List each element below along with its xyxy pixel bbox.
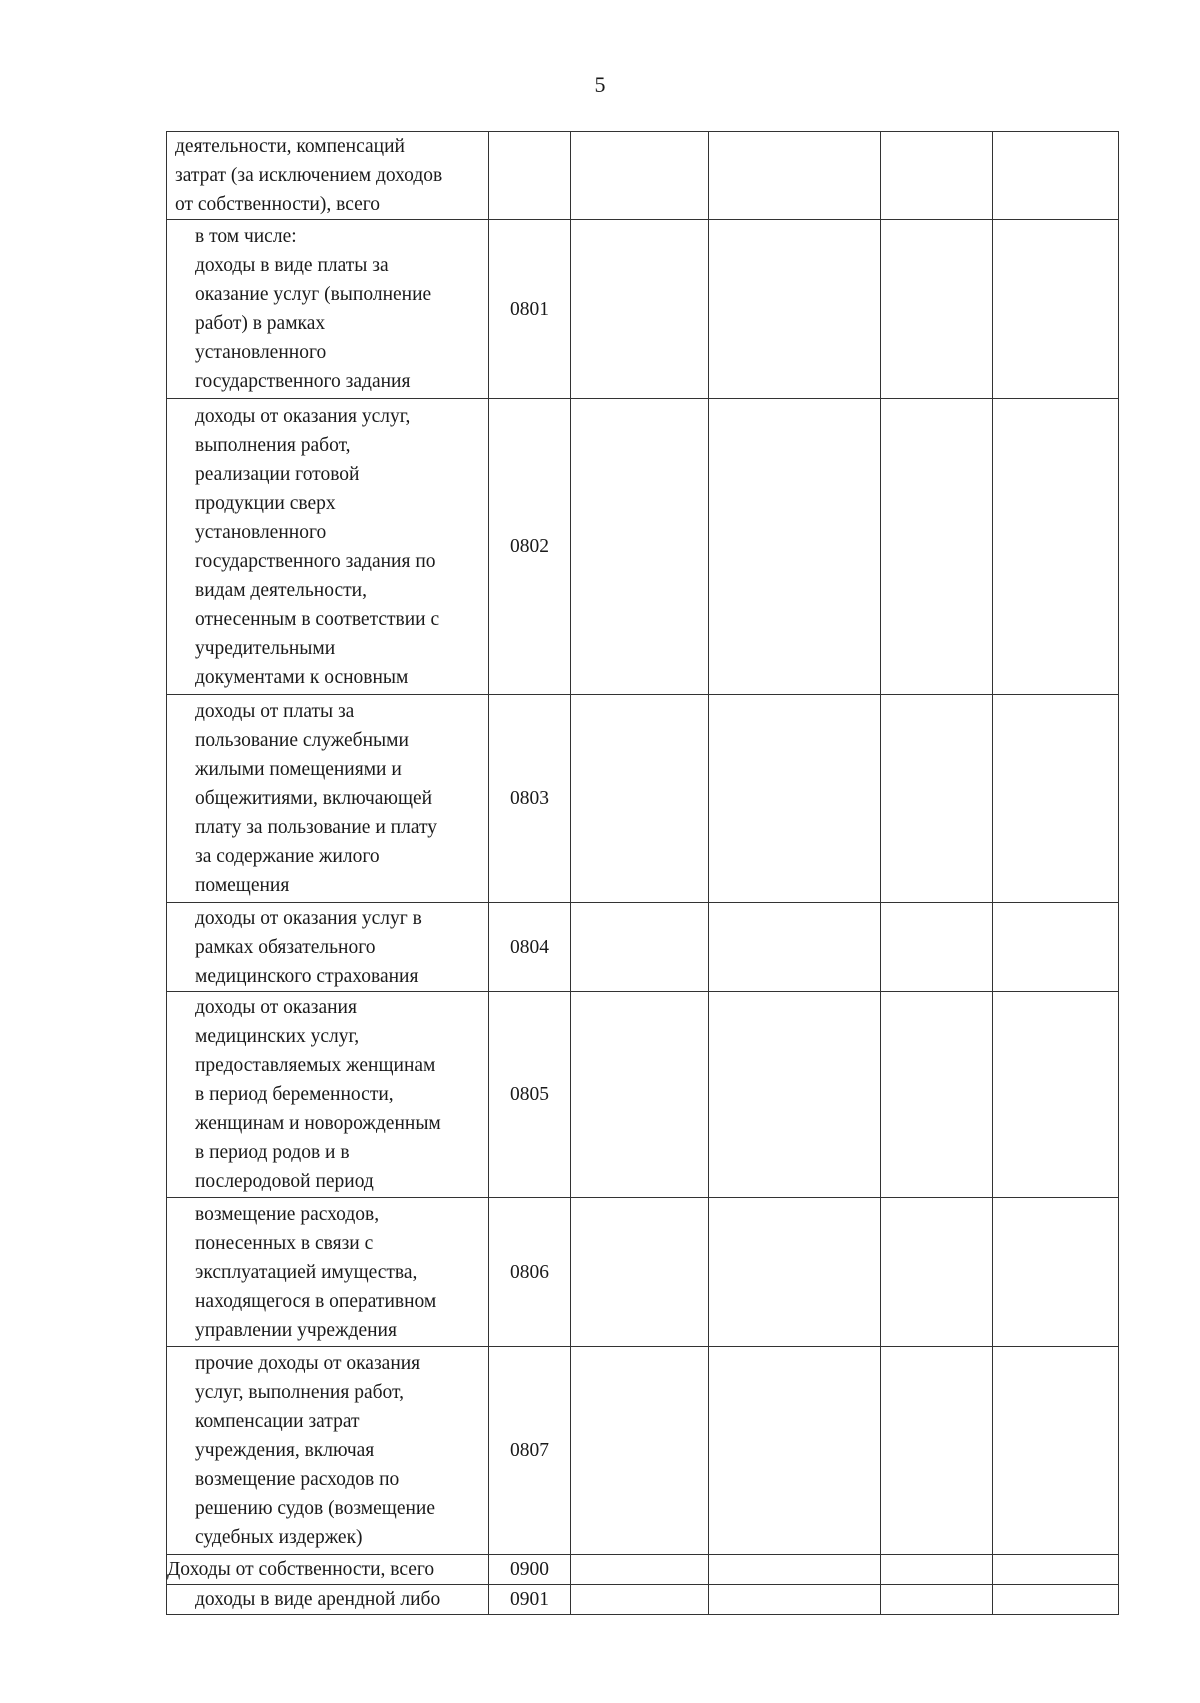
table-row xyxy=(167,399,1119,695)
value-cell xyxy=(993,903,1119,992)
row-code: 0807 xyxy=(489,1347,571,1555)
value-cell xyxy=(709,1585,881,1615)
row-label: доходы от оказания услуг, выполнения работ, реализации готовой продукции сверх установленного государственного задания по видам деятельности, отнесенным в соответствии с учредительными документами к основным xyxy=(167,399,489,695)
table-row xyxy=(167,220,1119,399)
value-cell xyxy=(881,1585,993,1615)
table-row xyxy=(167,132,1119,220)
value-cell xyxy=(709,1347,881,1555)
value-cell xyxy=(709,399,881,695)
table-row xyxy=(167,695,1119,903)
row-code: 0806 xyxy=(489,1198,571,1347)
value-cell xyxy=(571,132,709,220)
row-label: в том числе: доходы в виде платы за оказание услуг (выполнение работ) в рамках установленного государственного задания xyxy=(167,220,489,399)
value-cell xyxy=(881,220,993,399)
value-cell xyxy=(993,1555,1119,1585)
row-label: возмещение расходов, понесенных в связи с эксплуатацией имущества, находящегося в оперативном управлении учреждения xyxy=(167,1198,489,1347)
table-row xyxy=(167,1198,1119,1347)
page-number: 5 xyxy=(594,72,606,97)
row-code: 0901 xyxy=(489,1585,571,1615)
value-cell xyxy=(571,220,709,399)
row-label: доходы от оказания услуг в рамках обязательного медицинского страхования xyxy=(167,903,489,992)
value-cell xyxy=(993,132,1119,220)
value-cell xyxy=(993,695,1119,903)
table-row xyxy=(167,992,1119,1198)
value-cell xyxy=(571,1198,709,1347)
value-cell xyxy=(571,992,709,1198)
row-code: 0803 xyxy=(489,695,571,903)
value-cell xyxy=(709,903,881,992)
table-row xyxy=(167,903,1119,992)
value-cell xyxy=(881,132,993,220)
value-cell xyxy=(709,132,881,220)
value-cell xyxy=(709,1198,881,1347)
table-row xyxy=(167,1585,1119,1615)
value-cell xyxy=(993,1198,1119,1347)
value-cell xyxy=(881,992,993,1198)
row-label: доходы от платы за пользование служебными жилыми помещениями и общежитиями, включающей плату за пользование и плату за содержание жилого помещения xyxy=(167,695,489,903)
value-cell xyxy=(709,992,881,1198)
value-cell xyxy=(881,1198,993,1347)
value-cell xyxy=(881,399,993,695)
row-label: прочие доходы от оказания услуг, выполнения работ, компенсации затрат учреждения, включая возмещение расходов по решению судов (возмещение судебных издержек) xyxy=(167,1347,489,1555)
value-cell xyxy=(571,399,709,695)
value-cell xyxy=(881,903,993,992)
value-cell xyxy=(709,1555,881,1585)
row-label: доходы в виде арендной либо xyxy=(167,1585,489,1615)
row-code: 0805 xyxy=(489,992,571,1198)
value-cell xyxy=(881,695,993,903)
value-cell xyxy=(571,1347,709,1555)
value-cell xyxy=(881,1555,993,1585)
value-cell xyxy=(571,1555,709,1585)
row-code: 0900 xyxy=(489,1555,571,1585)
value-cell xyxy=(881,1347,993,1555)
value-cell xyxy=(993,1347,1119,1555)
report-table xyxy=(166,131,1119,1615)
row-code xyxy=(489,132,571,220)
row-code: 0804 xyxy=(489,903,571,992)
row-label: доходы от оказания медицинских услуг, предоставляемых женщинам в период беременности, женщинам и новорожденным в период родов и в послеродовой период xyxy=(167,992,489,1198)
value-cell xyxy=(571,695,709,903)
value-cell xyxy=(571,1585,709,1615)
table-row xyxy=(167,1347,1119,1555)
row-code: 0801 xyxy=(489,220,571,399)
value-cell xyxy=(571,903,709,992)
row-code: 0802 xyxy=(489,399,571,695)
row-label: деятельности, компенсаций затрат (за исключением доходов от собственности), всего xyxy=(167,132,489,220)
table-row xyxy=(167,1555,1119,1585)
value-cell xyxy=(993,992,1119,1198)
value-cell xyxy=(709,220,881,399)
row-label: Доходы от собственности, всего xyxy=(167,1555,489,1585)
value-cell xyxy=(993,399,1119,695)
value-cell xyxy=(993,220,1119,399)
value-cell xyxy=(709,695,881,903)
value-cell xyxy=(993,1585,1119,1615)
